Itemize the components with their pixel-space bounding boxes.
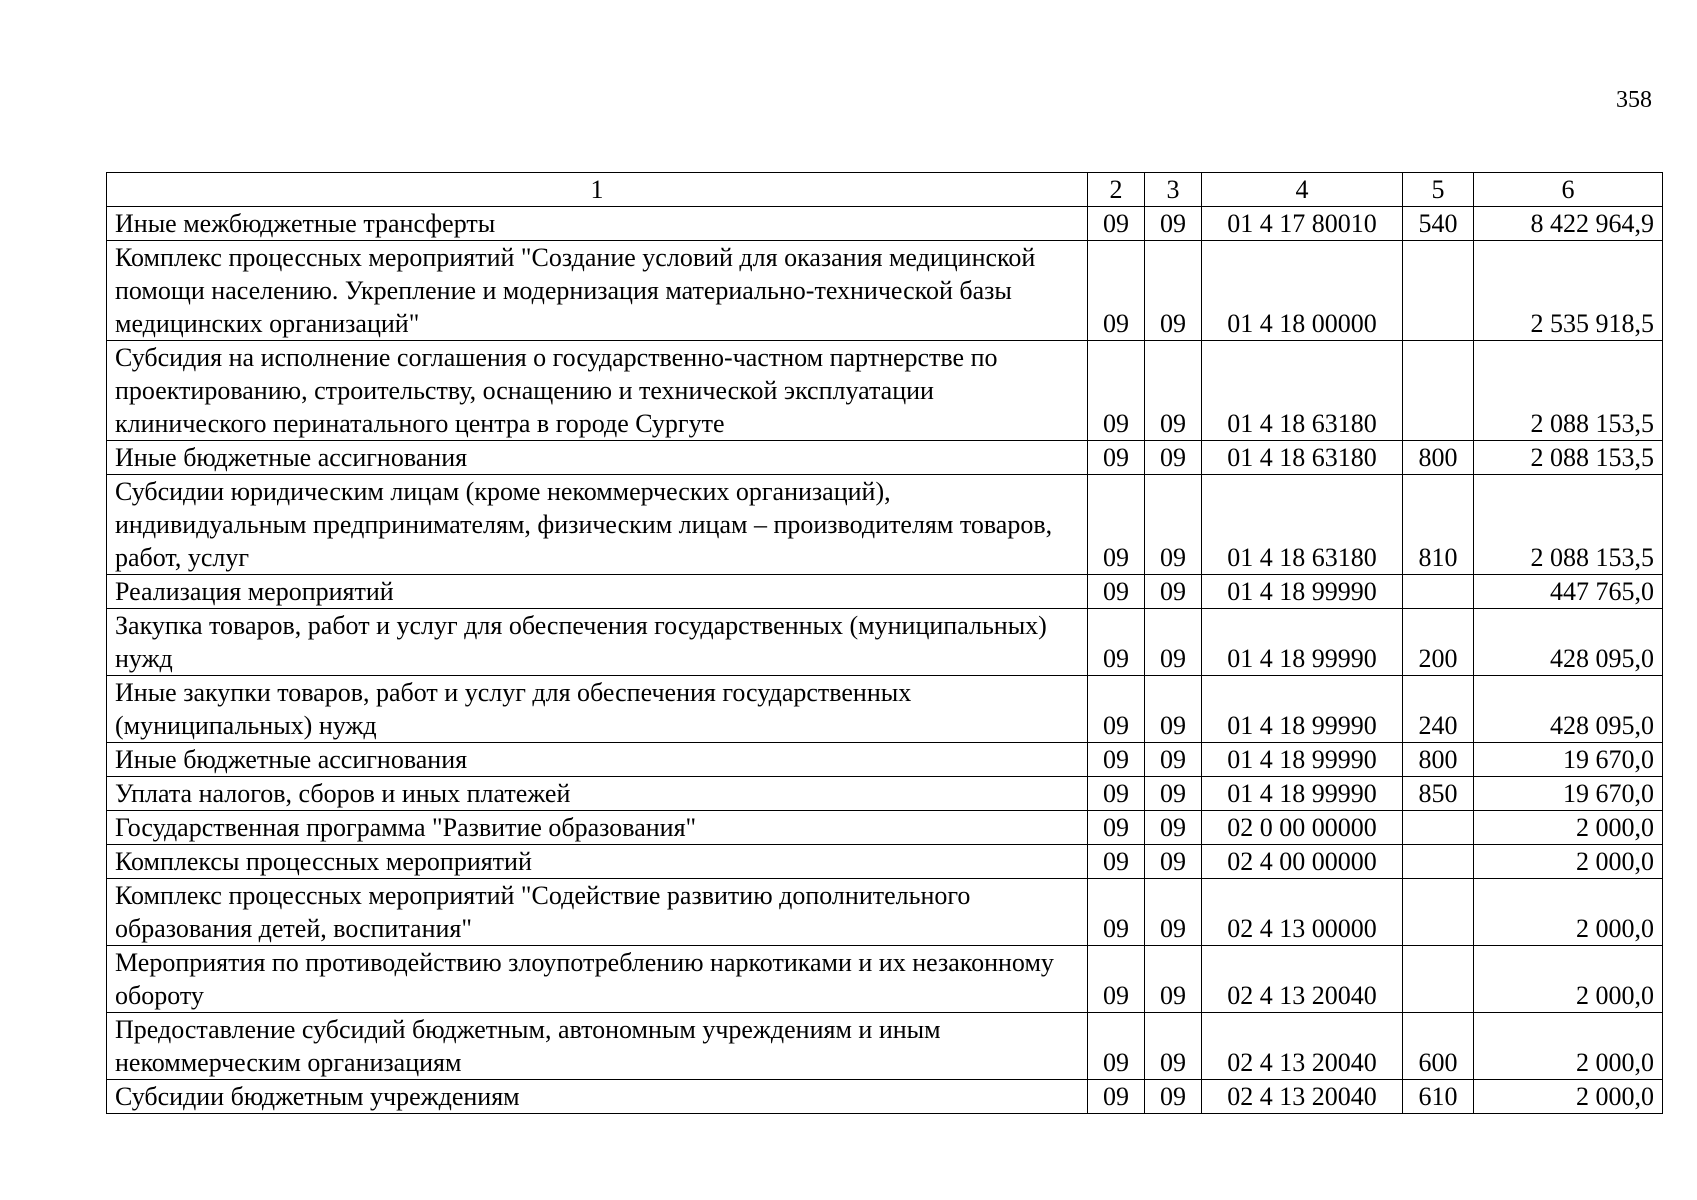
row-code-cell: 01 4 18 99990 bbox=[1202, 609, 1403, 676]
row-name-cell: Комплекс процессных мероприятий "Содействие развитию дополнительного образования детей, воспитания" bbox=[107, 879, 1088, 946]
row-subsection-cell: 09 bbox=[1145, 1080, 1202, 1114]
row-sum-cell: 2 000,0 bbox=[1474, 845, 1663, 879]
table-row bbox=[107, 743, 1663, 777]
row-name-cell: Предоставление субсидий бюджетным, автономным учреждениям и иным некоммерческим организациям bbox=[107, 1013, 1088, 1080]
row-kind-cell: 800 bbox=[1403, 743, 1474, 777]
row-subsection-cell: 09 bbox=[1145, 811, 1202, 845]
row-subsection-cell: 09 bbox=[1145, 879, 1202, 946]
row-kind-cell: 600 bbox=[1403, 1013, 1474, 1080]
row-name-cell: Комплекс процессных мероприятий "Создание условий для оказания медицинской помощи населению. Укрепление и модернизация материально-технической базы медицинских организаций" bbox=[107, 241, 1088, 341]
row-section-cell: 09 bbox=[1088, 879, 1145, 946]
table-row bbox=[107, 1080, 1663, 1114]
table-row bbox=[107, 1013, 1663, 1080]
row-sum-cell: 447 765,0 bbox=[1474, 575, 1663, 609]
row-sum-cell: 2 088 153,5 bbox=[1474, 475, 1663, 575]
row-section-cell: 09 bbox=[1088, 241, 1145, 341]
row-kind-cell: 610 bbox=[1403, 1080, 1474, 1114]
row-code-cell: 01 4 18 63180 bbox=[1202, 341, 1403, 441]
row-subsection-cell: 09 bbox=[1145, 676, 1202, 743]
row-subsection-cell: 09 bbox=[1145, 946, 1202, 1013]
row-name-cell: Иные закупки товаров, работ и услуг для обеспечения государственных (муниципальных) нужд bbox=[107, 676, 1088, 743]
table-row bbox=[107, 879, 1663, 946]
row-sum-cell: 2 535 918,5 bbox=[1474, 241, 1663, 341]
header-col-4: 4 bbox=[1202, 173, 1403, 207]
row-name-cell: Иные бюджетные ассигнования bbox=[107, 743, 1088, 777]
row-code-cell: 02 4 13 20040 bbox=[1202, 1080, 1403, 1114]
row-section-cell: 09 bbox=[1088, 1013, 1145, 1080]
table-row bbox=[107, 845, 1663, 879]
row-subsection-cell: 09 bbox=[1145, 609, 1202, 676]
table-header-row bbox=[107, 173, 1663, 207]
row-sum-cell: 2 088 153,5 bbox=[1474, 341, 1663, 441]
row-code-cell: 01 4 18 99990 bbox=[1202, 743, 1403, 777]
row-section-cell: 09 bbox=[1088, 777, 1145, 811]
row-code-cell: 01 4 18 00000 bbox=[1202, 241, 1403, 341]
row-name-cell: Иные межбюджетные трансферты bbox=[107, 207, 1088, 241]
table-row bbox=[107, 575, 1663, 609]
row-kind-cell: 540 bbox=[1403, 207, 1474, 241]
table-row bbox=[107, 475, 1663, 575]
header-col-5: 5 bbox=[1403, 173, 1474, 207]
table-row bbox=[107, 676, 1663, 743]
row-kind-cell: 810 bbox=[1403, 475, 1474, 575]
row-subsection-cell: 09 bbox=[1145, 845, 1202, 879]
row-kind-cell bbox=[1403, 241, 1474, 341]
table-row bbox=[107, 609, 1663, 676]
row-sum-cell: 19 670,0 bbox=[1474, 743, 1663, 777]
row-section-cell: 09 bbox=[1088, 207, 1145, 241]
header-col-6: 6 bbox=[1474, 173, 1663, 207]
row-section-cell: 09 bbox=[1088, 676, 1145, 743]
row-section-cell: 09 bbox=[1088, 609, 1145, 676]
row-section-cell: 09 bbox=[1088, 341, 1145, 441]
row-kind-cell bbox=[1403, 811, 1474, 845]
header-col-2: 2 bbox=[1088, 173, 1145, 207]
table-row bbox=[107, 241, 1663, 341]
row-section-cell: 09 bbox=[1088, 441, 1145, 475]
row-name-cell: Субсидии юридическим лицам (кроме некоммерческих организаций), индивидуальным предпринимателям, физическим лицам – производителям товаров, работ, услуг bbox=[107, 475, 1088, 575]
row-code-cell: 02 4 13 20040 bbox=[1202, 1013, 1403, 1080]
row-code-cell: 01 4 18 99990 bbox=[1202, 777, 1403, 811]
row-name-cell: Мероприятия по противодействию злоупотреблению наркотиками и их незаконному обороту bbox=[107, 946, 1088, 1013]
row-name-cell: Иные бюджетные ассигнования bbox=[107, 441, 1088, 475]
row-section-cell: 09 bbox=[1088, 743, 1145, 777]
row-section-cell: 09 bbox=[1088, 845, 1145, 879]
header-col-1: 1 bbox=[107, 173, 1088, 207]
row-kind-cell: 200 bbox=[1403, 609, 1474, 676]
row-kind-cell bbox=[1403, 341, 1474, 441]
row-kind-cell: 240 bbox=[1403, 676, 1474, 743]
row-code-cell: 02 4 13 00000 bbox=[1202, 879, 1403, 946]
row-subsection-cell: 09 bbox=[1145, 341, 1202, 441]
row-name-cell: Закупка товаров, работ и услуг для обеспечения государственных (муниципальных) нужд bbox=[107, 609, 1088, 676]
row-code-cell: 01 4 18 99990 bbox=[1202, 575, 1403, 609]
table-body bbox=[107, 207, 1663, 1114]
row-section-cell: 09 bbox=[1088, 575, 1145, 609]
row-sum-cell: 19 670,0 bbox=[1474, 777, 1663, 811]
row-name-cell: Государственная программа "Развитие образования" bbox=[107, 811, 1088, 845]
row-subsection-cell: 09 bbox=[1145, 743, 1202, 777]
table-row bbox=[107, 946, 1663, 1013]
row-sum-cell: 428 095,0 bbox=[1474, 676, 1663, 743]
row-code-cell: 02 0 00 00000 bbox=[1202, 811, 1403, 845]
row-sum-cell: 2 000,0 bbox=[1474, 1013, 1663, 1080]
row-code-cell: 02 4 13 20040 bbox=[1202, 946, 1403, 1013]
row-section-cell: 09 bbox=[1088, 946, 1145, 1013]
row-code-cell: 01 4 18 63180 bbox=[1202, 441, 1403, 475]
row-name-cell: Субсидия на исполнение соглашения о государственно-частном партнерстве по проектированию, строительству, оснащению и технической эксплуатации клинического перинатального центра в городе Сургуте bbox=[107, 341, 1088, 441]
row-name-cell: Реализация мероприятий bbox=[107, 575, 1088, 609]
row-sum-cell: 2 088 153,5 bbox=[1474, 441, 1663, 475]
row-sum-cell: 2 000,0 bbox=[1474, 1080, 1663, 1114]
row-subsection-cell: 09 bbox=[1145, 475, 1202, 575]
row-section-cell: 09 bbox=[1088, 475, 1145, 575]
row-kind-cell: 850 bbox=[1403, 777, 1474, 811]
table-row bbox=[107, 341, 1663, 441]
row-sum-cell: 2 000,0 bbox=[1474, 811, 1663, 845]
table-row bbox=[107, 811, 1663, 845]
row-name-cell: Комплексы процессных мероприятий bbox=[107, 845, 1088, 879]
row-kind-cell bbox=[1403, 946, 1474, 1013]
header-col-3: 3 bbox=[1145, 173, 1202, 207]
row-section-cell: 09 bbox=[1088, 811, 1145, 845]
table-row bbox=[107, 441, 1663, 475]
row-name-cell: Субсидии бюджетным учреждениям bbox=[107, 1080, 1088, 1114]
row-kind-cell: 800 bbox=[1403, 441, 1474, 475]
row-sum-cell: 428 095,0 bbox=[1474, 609, 1663, 676]
row-sum-cell: 8 422 964,9 bbox=[1474, 207, 1663, 241]
row-subsection-cell: 09 bbox=[1145, 777, 1202, 811]
row-name-cell: Уплата налогов, сборов и иных платежей bbox=[107, 777, 1088, 811]
row-subsection-cell: 09 bbox=[1145, 207, 1202, 241]
row-section-cell: 09 bbox=[1088, 1080, 1145, 1114]
table-row bbox=[107, 207, 1663, 241]
row-subsection-cell: 09 bbox=[1145, 241, 1202, 341]
row-kind-cell bbox=[1403, 879, 1474, 946]
budget-table bbox=[106, 172, 1663, 1114]
row-code-cell: 02 4 00 00000 bbox=[1202, 845, 1403, 879]
row-sum-cell: 2 000,0 bbox=[1474, 879, 1663, 946]
row-subsection-cell: 09 bbox=[1145, 575, 1202, 609]
row-code-cell: 01 4 18 99990 bbox=[1202, 676, 1403, 743]
table-row bbox=[107, 777, 1663, 811]
row-sum-cell: 2 000,0 bbox=[1474, 946, 1663, 1013]
page-number: 358 bbox=[1616, 87, 1652, 113]
row-kind-cell bbox=[1403, 575, 1474, 609]
row-subsection-cell: 09 bbox=[1145, 1013, 1202, 1080]
row-code-cell: 01 4 18 63180 bbox=[1202, 475, 1403, 575]
row-subsection-cell: 09 bbox=[1145, 441, 1202, 475]
row-code-cell: 01 4 17 80010 bbox=[1202, 207, 1403, 241]
row-kind-cell bbox=[1403, 845, 1474, 879]
